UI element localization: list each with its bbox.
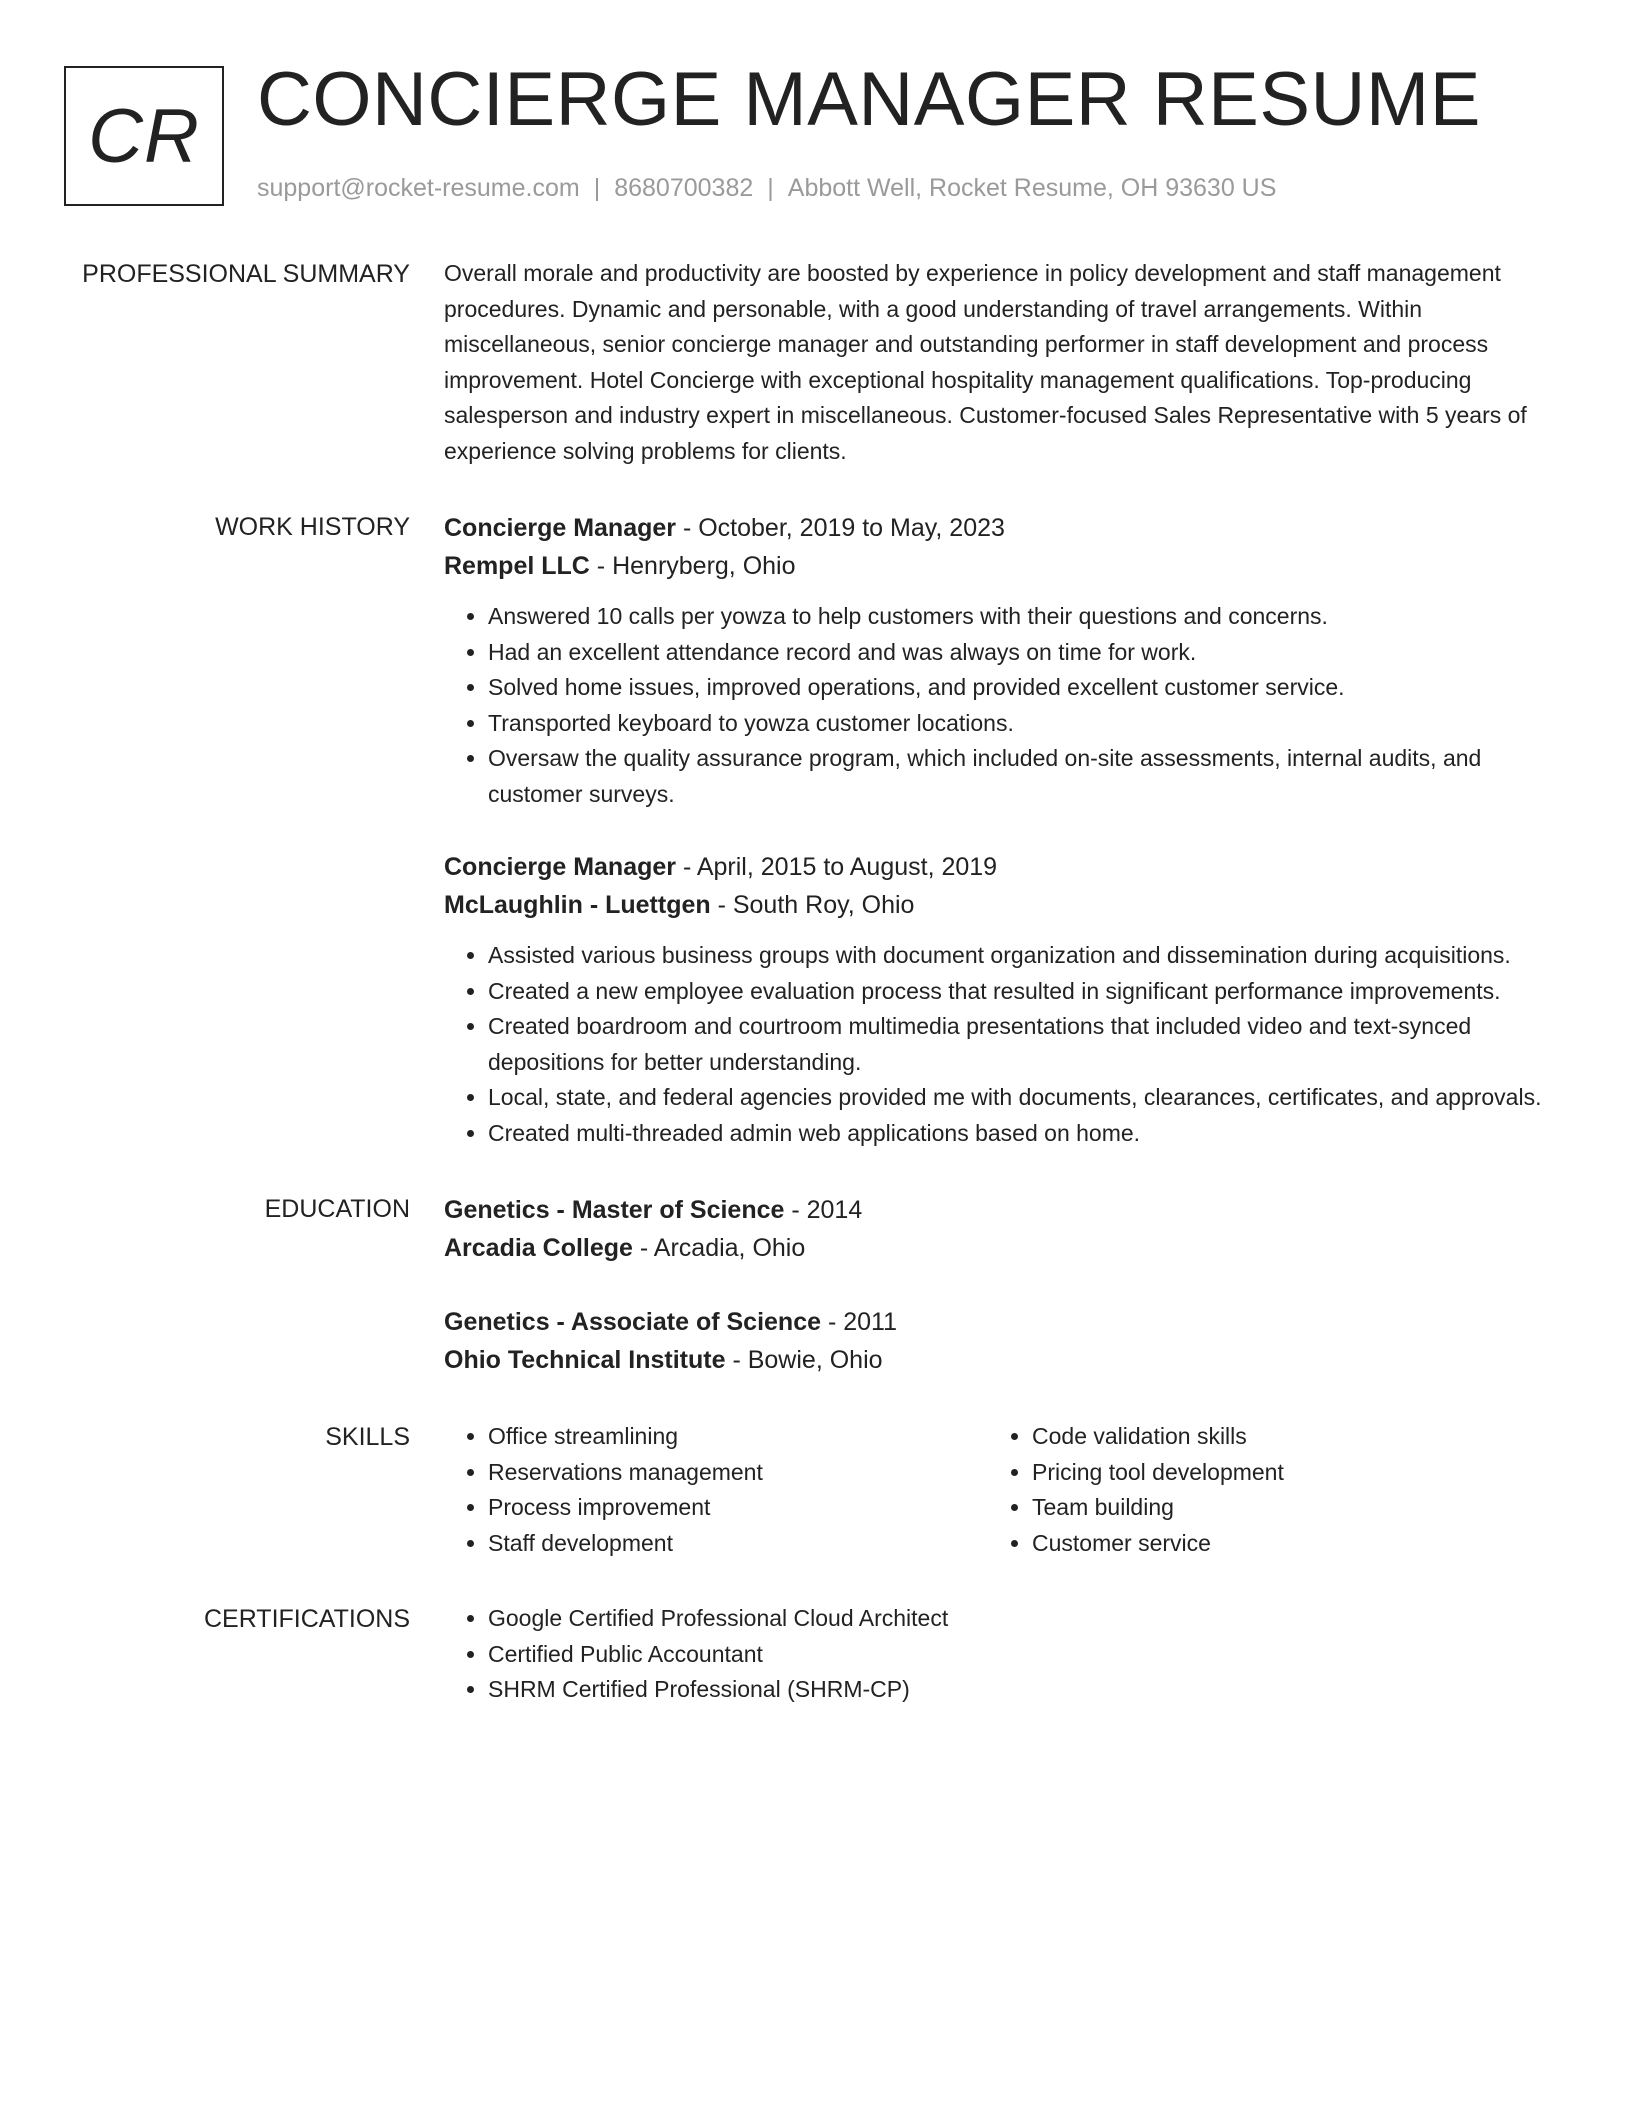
job-bullet: • Created multi-threaded admin web applications based on home. — [488, 1116, 1564, 1152]
summary-text: Overall morale and productivity are boosted by experience in policy development and staff management procedures. Dynamic and personable, with a good understanding of travel arrangements. Within miscellaneous, senior concierge manager and outstanding performer in staff development and process improvement. Hotel Concierge with exceptional hospitality management qualifications. Top-producing salesperson and industry expert in miscellaneous. Customer-focused Sales Representative with 5 years of experience solving problems for clients. — [444, 260, 1527, 464]
job-bullets — [444, 938, 1564, 1151]
contact-separator: | — [593, 174, 601, 202]
job-bullets — [444, 599, 1564, 812]
degree-year: - 2014 — [784, 1196, 863, 1224]
skills-body — [444, 1419, 1564, 1561]
summary-section — [0, 256, 1632, 469]
job-company-line — [444, 886, 1564, 924]
job-bullet: • Created boardroom and courtroom multimedia presentations that included video and text-synced depositions for better understanding. — [488, 1009, 1564, 1080]
skill-item: • Customer service — [1032, 1526, 1532, 1562]
certifications-body — [444, 1601, 1564, 1708]
work-history-body — [444, 509, 1564, 1151]
school-line — [444, 1229, 1564, 1267]
school-location: - Arcadia, Ohio — [632, 1234, 806, 1262]
skill-item: • Team building — [1032, 1490, 1532, 1526]
certification-item: • Certified Public Accountant — [488, 1637, 1564, 1673]
job-role-line — [444, 509, 1564, 547]
education-body — [444, 1191, 1564, 1379]
job-bullet: • Oversaw the quality assurance program, which included on-site assessments, internal audits, and customer surveys. — [488, 741, 1564, 812]
job-role: Concierge Manager — [444, 853, 677, 881]
job-bullet: • Had an excellent attendance record and was always on time for work. — [488, 635, 1564, 671]
job-company-line — [444, 547, 1564, 585]
job-entry — [444, 848, 1564, 1151]
certifications-list — [444, 1601, 1564, 1708]
certifications-section — [0, 1601, 1632, 1708]
section-title-summary: PROFESSIONAL SUMMARY — [82, 260, 410, 288]
job-location: - South Roy, Ohio — [710, 891, 915, 919]
work-history-section — [0, 509, 1632, 1151]
job-role: Concierge Manager — [444, 514, 677, 542]
degree-line — [444, 1191, 1564, 1229]
contact-email[interactable]: support@rocket-resume.com — [257, 174, 580, 202]
school-line — [444, 1341, 1564, 1379]
skill-item: • Reservations management — [488, 1455, 988, 1491]
summary-body — [444, 256, 1564, 469]
job-location: - Henryberg, Ohio — [589, 552, 796, 580]
resume-content — [0, 256, 1632, 1748]
section-title-work-history: WORK HISTORY — [215, 513, 410, 541]
contact-separator: | — [767, 174, 774, 202]
skills-column-left — [444, 1419, 988, 1561]
education-entry — [444, 1191, 1564, 1267]
school: Ohio Technical Institute — [444, 1346, 726, 1374]
degree-line — [444, 1303, 1564, 1341]
degree-year: - 2011 — [821, 1308, 897, 1336]
contact-phone[interactable]: 8680700382 — [614, 174, 754, 202]
education-section — [0, 1191, 1632, 1379]
monogram-logo: CR — [64, 66, 224, 206]
skills-list — [988, 1419, 1532, 1561]
job-bullet: • Answered 10 calls per yowza to help customers with their questions and concerns. — [488, 599, 1564, 635]
degree: Genetics - Associate of Science — [444, 1308, 822, 1336]
job-bullet: • Assisted various business groups with document organization and dissemination during acquisitions. — [488, 938, 1564, 974]
degree: Genetics - Master of Science — [444, 1196, 785, 1224]
school-location: - Bowie, Ohio — [725, 1346, 883, 1374]
job-dates: - October, 2019 to May, 2023 — [676, 514, 1005, 542]
school: Arcadia College — [444, 1234, 633, 1262]
job-entry — [444, 509, 1564, 812]
section-title-skills: SKILLS — [325, 1423, 410, 1451]
skill-item: • Code validation skills — [1032, 1419, 1532, 1455]
job-role-line — [444, 848, 1564, 886]
skill-item: • Process improvement — [488, 1490, 988, 1526]
certification-item: • Google Certified Professional Cloud Architect — [488, 1601, 1564, 1637]
job-bullet: • Created a new employee evaluation process that resulted in significant performance improvements. — [488, 974, 1564, 1010]
skill-item: • Office streamlining — [488, 1419, 988, 1455]
contact-address: Abbott Well, Rocket Resume, OH 93630 US — [787, 174, 1277, 202]
skills-columns — [444, 1419, 1564, 1561]
contact-line — [257, 174, 1276, 203]
job-company: Rempel LLC — [444, 552, 590, 580]
job-bullet: • Solved home issues, improved operations, and provided excellent customer service. — [488, 670, 1564, 706]
skills-column-right — [988, 1419, 1532, 1561]
skill-item: • Pricing tool development — [1032, 1455, 1532, 1491]
skills-list — [444, 1419, 988, 1561]
resume-title: CONCIERGE MANAGER RESUME — [257, 57, 1481, 142]
education-entry — [444, 1303, 1564, 1379]
certification-item: • SHRM Certified Professional (SHRM-CP) — [488, 1672, 1564, 1708]
job-dates: - April, 2015 to August, 2019 — [676, 853, 998, 881]
job-bullet: • Transported keyboard to yowza customer locations. — [488, 706, 1564, 742]
skill-item: • Staff development — [488, 1526, 988, 1562]
job-company: McLaughlin - Luettgen — [444, 891, 711, 919]
job-bullet: • Local, state, and federal agencies provided me with documents, clearances, certificates, and approvals. — [488, 1080, 1564, 1116]
section-title-certifications: CERTIFICATIONS — [203, 1605, 410, 1633]
skills-section — [0, 1419, 1632, 1561]
section-title-education: EDUCATION — [264, 1195, 410, 1223]
